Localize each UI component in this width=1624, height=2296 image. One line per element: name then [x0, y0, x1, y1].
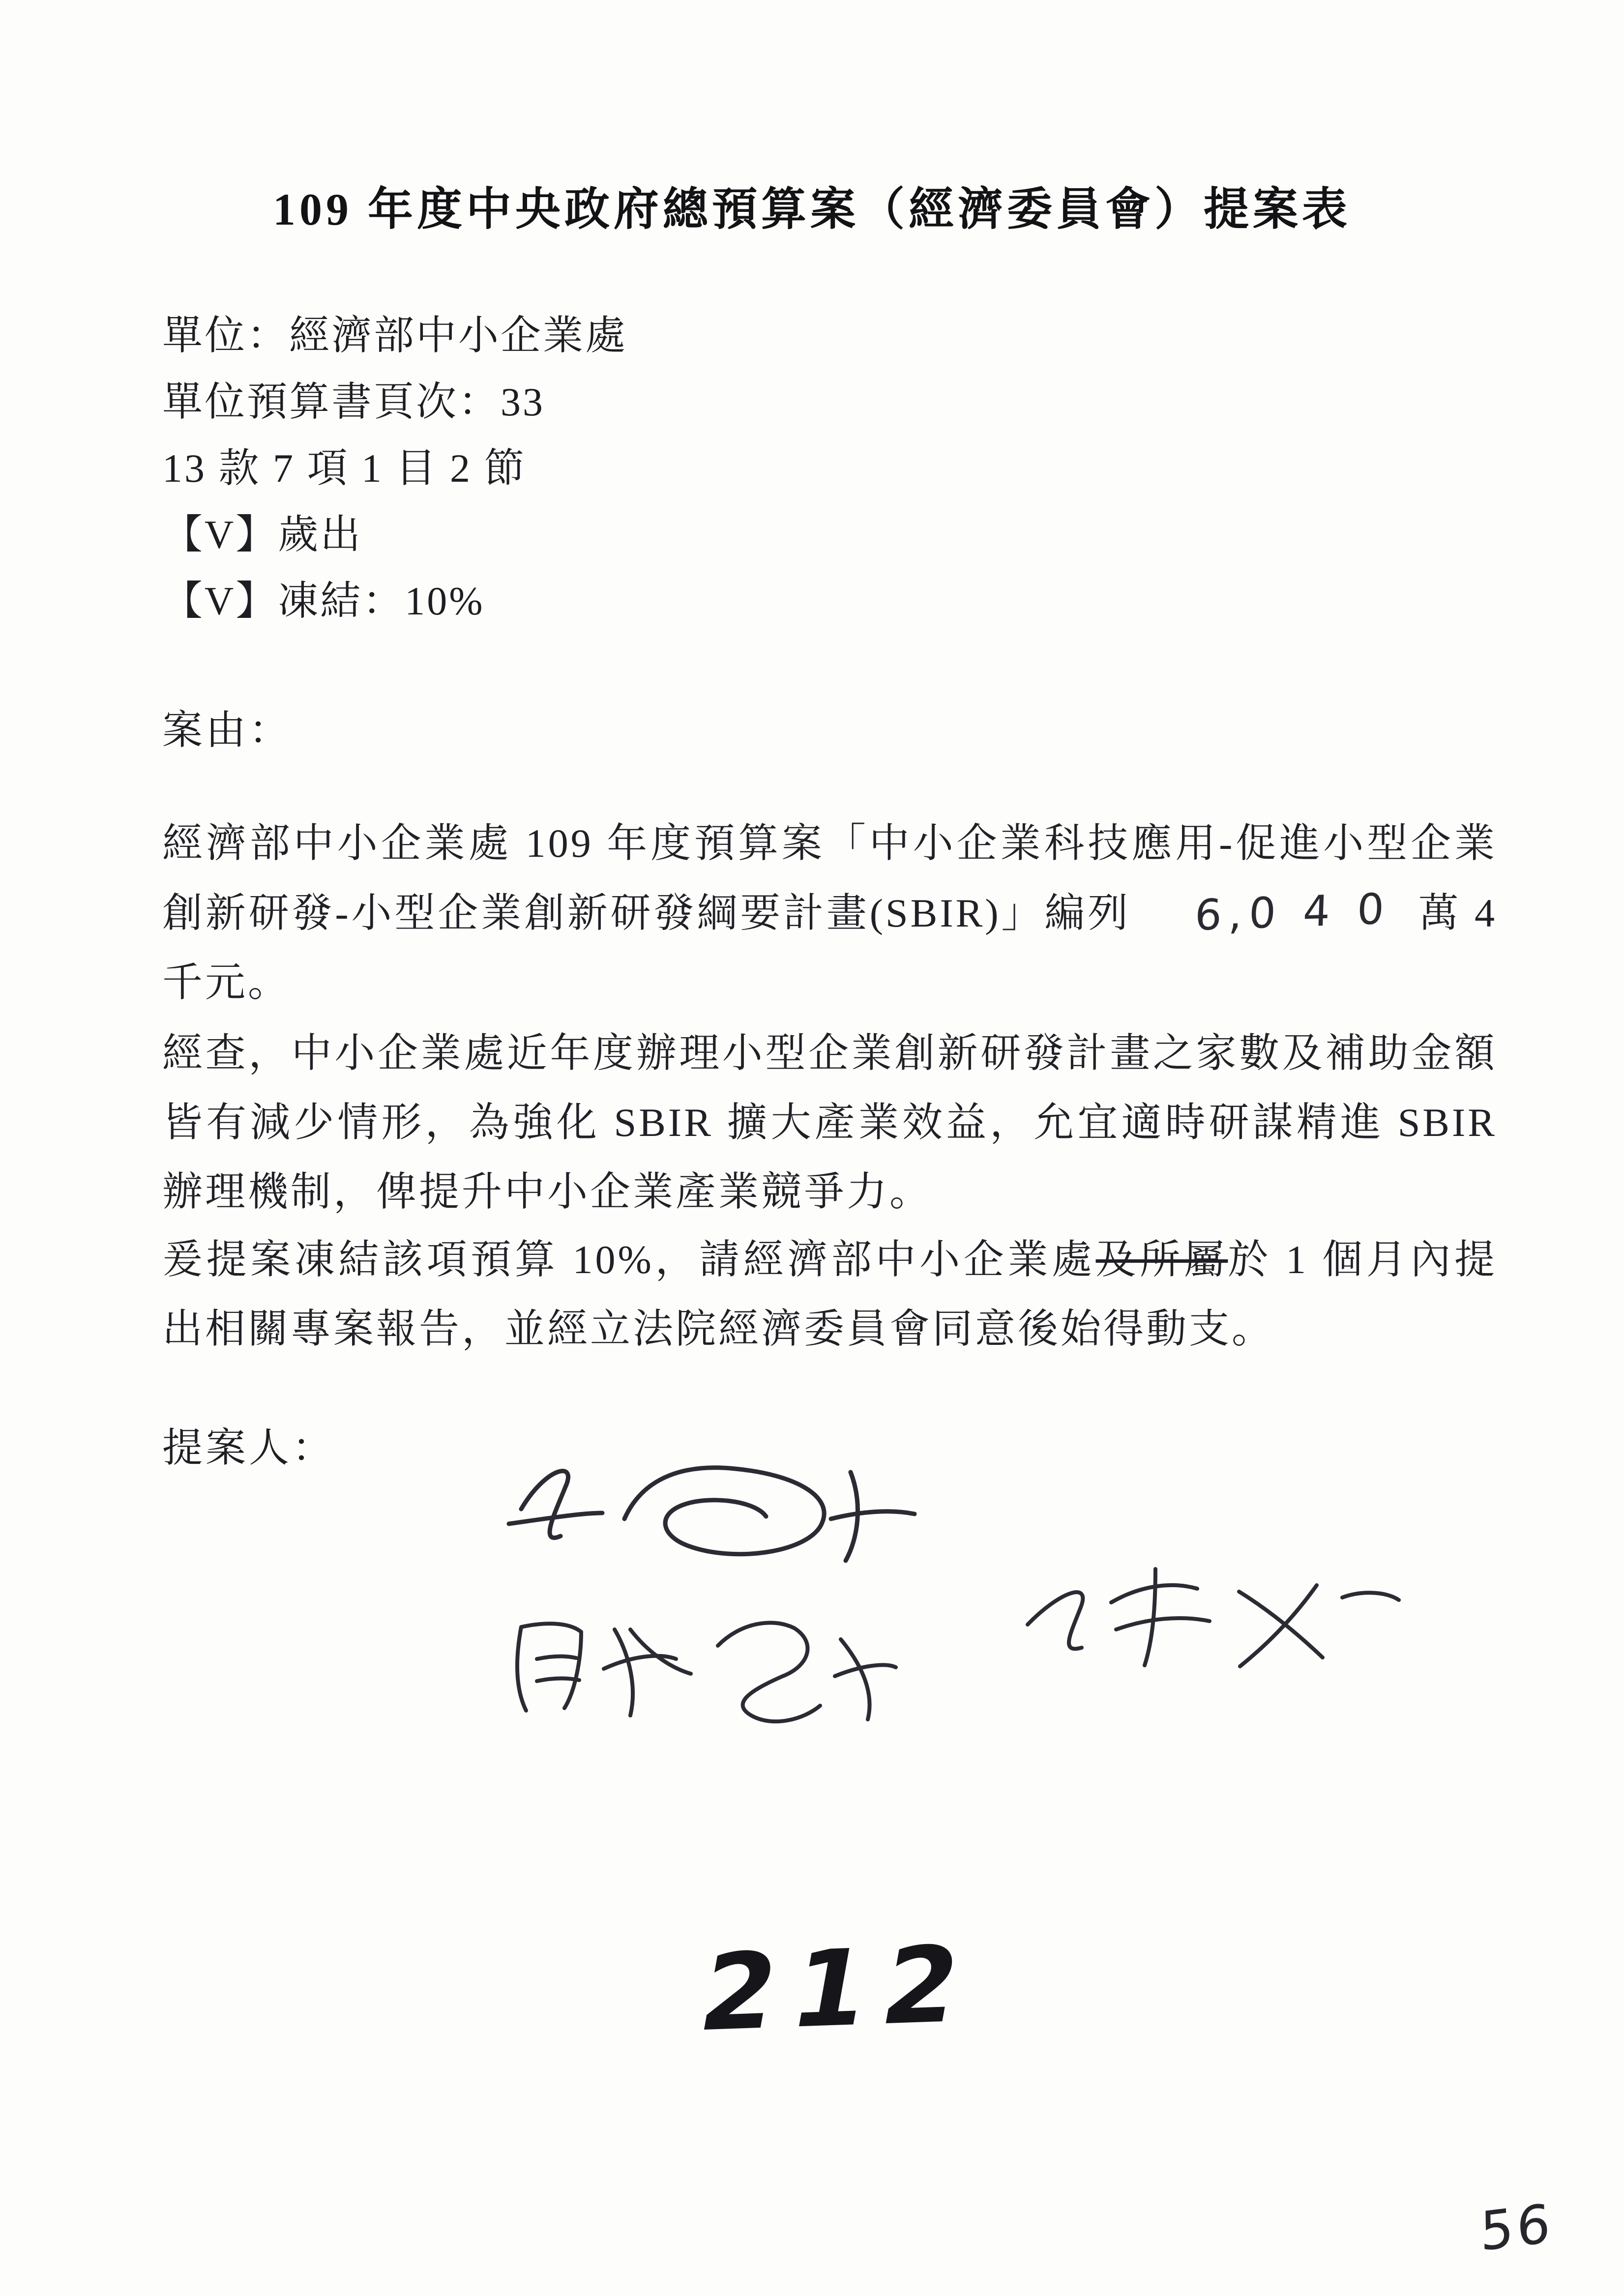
- meta-check-freeze: 【V】凍結：10%: [162, 579, 485, 623]
- document-title: 109 年度中央政府總預算案（經濟委員會）提案表: [272, 184, 1351, 234]
- meta-budget-page: 單位預算書頁次：33: [162, 379, 545, 424]
- paragraph-2: 經查，中小企業處近年度辦理小型企業創新研發計畫之家數及補助金額皆有減少情形，為強化 SBIR 擴大產業效益，允宜適時研謀精進 SBIR 辦理機制，俾提升中小企業產業競爭力。: [162, 1031, 1497, 1214]
- paragraph-3: [162, 1225, 1497, 1364]
- signature-3-icon: [998, 1539, 1411, 1698]
- meta-block: [162, 302, 1500, 634]
- signature-2-icon: [497, 1593, 900, 1747]
- paragraph-1: [162, 809, 1497, 1017]
- paragraph-1-text-before: 經濟部中小企業處 109 年度預算案「中小企業科技應用-促進小型企業創新研發-小型企業創新研發綱要計畫(SBIR)」編列: [162, 821, 1497, 935]
- signature-1-icon: [487, 1445, 959, 1595]
- handwritten-amount: 6,0 4 0: [1194, 884, 1392, 941]
- handwritten-note: 212: [691, 1922, 986, 2055]
- proposer-label: 提案人：: [162, 1425, 336, 1470]
- paragraph-3-text-before: 爰提案凍結該項預算 10%，請經濟部中小企業處: [162, 1237, 1096, 1282]
- meta-unit: 單位：經濟部中小企業處: [162, 313, 628, 358]
- paragraph-3-text-after: 於 1 個月內提出相關專案報告，並經立法院經濟委員會同意後始得動支。: [162, 1237, 1497, 1351]
- paragraph-1-text-after: 萬 4 千元。: [162, 891, 1497, 1005]
- struck-out-text: 及所屬: [1095, 1237, 1228, 1282]
- case-label: 案由：: [162, 708, 293, 753]
- meta-check-expenditure: 【V】歲出: [162, 512, 363, 557]
- handwritten-page-number: 56: [1479, 2192, 1554, 2264]
- meta-budget-item: 13 款 7 項 1 目 2 節: [162, 446, 527, 491]
